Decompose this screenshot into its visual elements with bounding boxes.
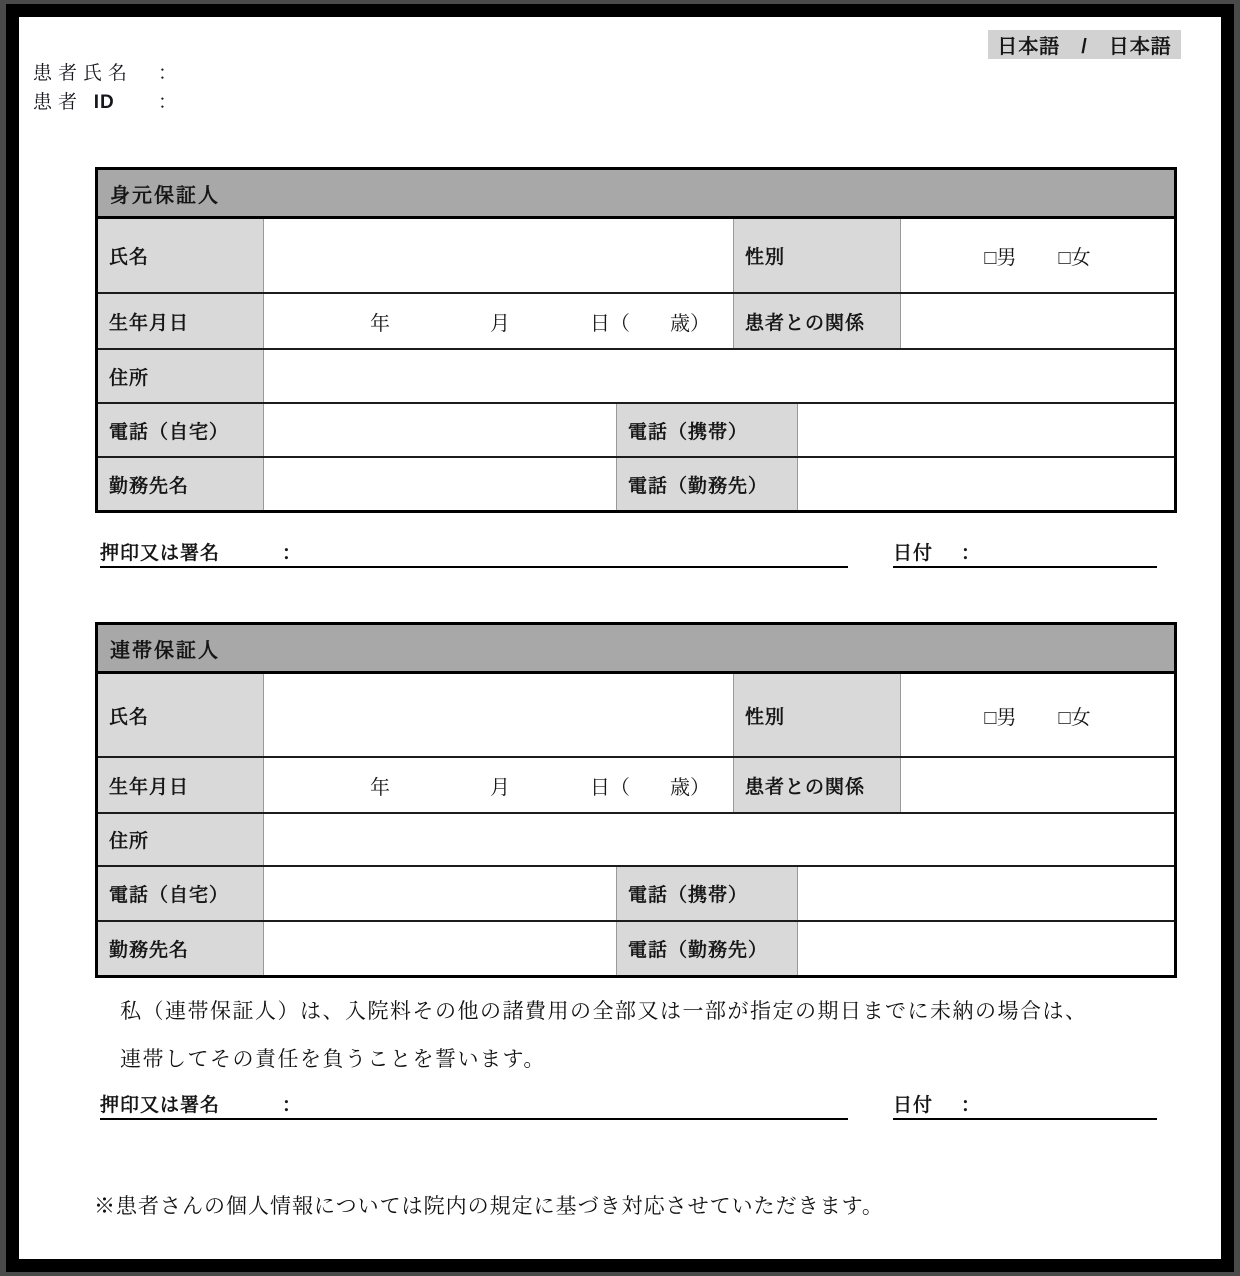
phone-mobile-label: 電話（携帯） xyxy=(616,867,797,920)
table-row xyxy=(98,756,1174,812)
phone-mobile-label: 電話（携帯） xyxy=(616,404,797,456)
phone-home-input-field[interactable] xyxy=(263,404,616,456)
workplace-input-field[interactable] xyxy=(263,922,616,975)
relation-input-field[interactable] xyxy=(900,758,1174,812)
gender-label: 性別 xyxy=(733,674,900,756)
phone-mobile-input-field[interactable] xyxy=(797,404,1174,456)
patient-id-line xyxy=(33,86,177,115)
table-row xyxy=(98,674,1174,756)
seal-signature-label: 押印又は署名 xyxy=(100,543,221,564)
patient-id-label: 患者 ID xyxy=(33,92,115,113)
seal-signature-label: 押印又は署名 xyxy=(100,1095,221,1116)
date-label: 日付 xyxy=(893,543,934,564)
pledge-statement-line2: 連帯してその責任を負うことを誓います。 xyxy=(120,1047,546,1071)
table-title-joint: 連帯保証人 xyxy=(98,625,1174,674)
signature-line[interactable] xyxy=(100,1088,848,1120)
signature-line[interactable] xyxy=(100,536,848,568)
patient-name-label: 患者氏名 xyxy=(33,63,134,84)
date-line[interactable] xyxy=(893,536,1157,568)
male-checkbox[interactable]: □男 xyxy=(984,247,1017,269)
pledge-statement-line1: 私（連帯保証人）は、入院料その他の諸費用の全部又は一部が指定の期日までに未納の場合は、 xyxy=(120,999,1088,1023)
workplace-input-field[interactable] xyxy=(263,458,616,510)
phone-home-input-field[interactable] xyxy=(263,867,616,920)
language-badge-text: 日本語 / 日本語 xyxy=(997,36,1172,58)
table-row xyxy=(98,812,1174,865)
table-row xyxy=(98,456,1174,510)
relation-label: 患者との関係 xyxy=(733,294,900,348)
phone-home-label: 電話（自宅） xyxy=(98,404,263,456)
guarantor-table-joint xyxy=(95,622,1177,978)
gender-input-cell xyxy=(900,674,1174,756)
relation-input-field[interactable] xyxy=(900,294,1174,348)
workplace-label: 勤務先名 xyxy=(98,458,263,510)
privacy-footnote: ※患者さんの個人情報については院内の規定に基づき対応させていただきます。 xyxy=(94,1194,884,1218)
signature-colon: ： xyxy=(282,543,303,564)
date-colon: ： xyxy=(961,543,982,564)
patient-name-colon: ： xyxy=(158,63,178,84)
workplace-label: 勤務先名 xyxy=(98,922,263,975)
phone-work-input-field[interactable] xyxy=(797,458,1174,510)
female-checkbox[interactable]: □女 xyxy=(1058,706,1091,729)
phone-work-input-field[interactable] xyxy=(797,922,1174,975)
name-input-field[interactable] xyxy=(263,674,733,756)
name-label: 氏名 xyxy=(98,674,263,756)
name-input-field[interactable] xyxy=(263,219,733,292)
phone-mobile-input-field[interactable] xyxy=(797,867,1174,920)
male-checkbox[interactable]: □男 xyxy=(984,706,1017,729)
name-label: 氏名 xyxy=(98,219,263,292)
patient-id-colon: ： xyxy=(158,92,178,113)
guarantor-table-primary xyxy=(95,167,1177,513)
female-checkbox[interactable]: □女 xyxy=(1058,247,1091,269)
address-label: 住所 xyxy=(98,350,263,402)
birthdate-input-field[interactable]: 年 月 日（ 歳） xyxy=(263,294,733,348)
table-row xyxy=(98,292,1174,348)
phone-home-label: 電話（自宅） xyxy=(98,867,263,920)
pledge-statement xyxy=(120,987,1170,1083)
table-row xyxy=(98,920,1174,975)
table-row xyxy=(98,219,1174,292)
patient-header xyxy=(33,57,177,115)
birthdate-input-field[interactable]: 年 月 日（ 歳） xyxy=(263,758,733,812)
signature-row-primary xyxy=(0,536,1240,568)
signature-colon: ： xyxy=(282,1095,303,1116)
phone-work-label: 電話（勤務先） xyxy=(616,458,797,510)
birthdate-label: 生年月日 xyxy=(98,758,263,812)
table-row xyxy=(98,348,1174,402)
language-badge xyxy=(988,30,1181,59)
birthdate-label: 生年月日 xyxy=(98,294,263,348)
phone-work-label: 電話（勤務先） xyxy=(616,922,797,975)
address-label: 住所 xyxy=(98,814,263,865)
address-input-field[interactable] xyxy=(263,350,1174,402)
gender-label: 性別 xyxy=(733,219,900,292)
relation-label: 患者との関係 xyxy=(733,758,900,812)
date-line[interactable] xyxy=(893,1088,1157,1120)
table-row xyxy=(98,402,1174,456)
table-row xyxy=(98,865,1174,920)
patient-name-line xyxy=(33,57,177,86)
signature-row-joint xyxy=(0,1088,1240,1120)
address-input-field[interactable] xyxy=(263,814,1174,865)
gender-input-cell xyxy=(900,219,1174,292)
date-colon: ： xyxy=(961,1095,982,1116)
table-title-primary: 身元保証人 xyxy=(98,170,1174,219)
date-label: 日付 xyxy=(893,1095,934,1116)
